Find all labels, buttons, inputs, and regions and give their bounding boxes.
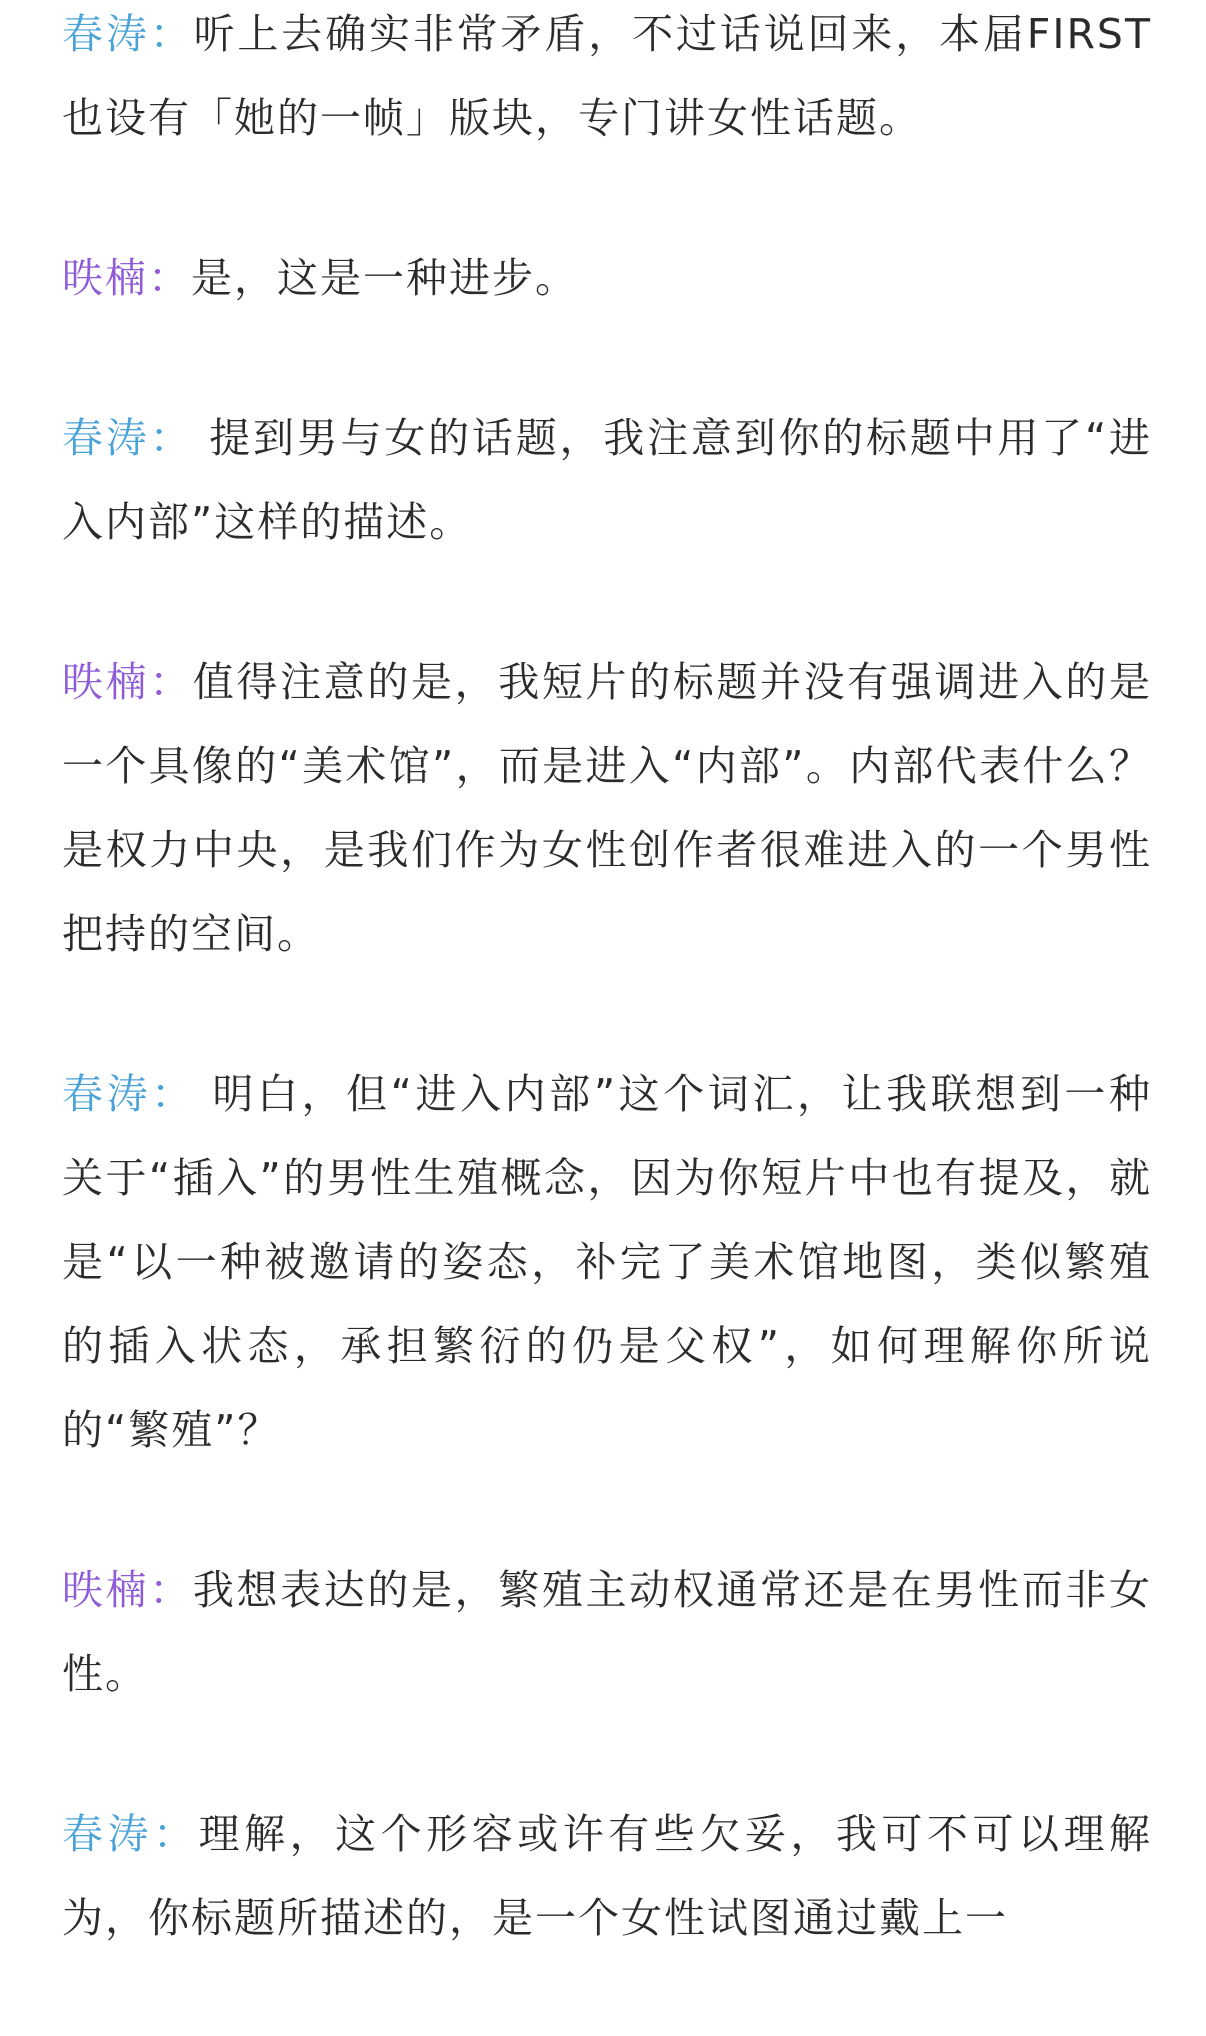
speaker-name: 春涛： — [62, 1070, 196, 1118]
dialogue-paragraph — [62, 1052, 1152, 1472]
dialogue-text: 提到男与女的话题，我注意到你的标题中用了“进入内部”这样的描述。 — [62, 414, 1152, 546]
dialogue-paragraph — [62, 1792, 1152, 1960]
dialogue-text: 明白，但“进入内部”这个词汇，让我联想到一种关于“插入”的男性生殖概念，因为你短片中也有提及，就是“以一种被邀请的姿态，补完了美术馆地图，类似繁殖的插入状态，承担繁衍的仍是父权”，如何理解你所说的“繁殖”？ — [62, 1070, 1153, 1454]
interview-article — [62, 0, 1152, 2036]
dialogue-paragraph — [62, 0, 1152, 160]
speaker-name: 春涛： — [62, 1810, 199, 1858]
dialogue-text: 我想表达的是，繁殖主动权通常还是在男性而非女性。 — [62, 1566, 1152, 1698]
dialogue-text: 理解，这个形容或许有些欠妥，我可不可以理解为，你标题所描述的，是一个女性试图通过戴上一 — [62, 1810, 1153, 1942]
speaker-name: 春涛： — [62, 414, 194, 462]
dialogue-text: 值得注意的是，我短片的标题并没有强调进入的是一个具像的“美术馆”，而是进入“内部”。内部代表什么？是权力中央，是我们作为女性创作者很难进入的一个男性把持的空间。 — [62, 658, 1152, 958]
dialogue-text: 听上去确实非常矛盾，不过话说回来，本届FIRST也设有「她的一帧」版块，专门讲女性话题。 — [62, 10, 1152, 142]
speaker-name: 春涛： — [62, 10, 194, 58]
speaker-name: 昳楠： — [62, 1566, 193, 1614]
speaker-name: 昳楠： — [62, 658, 193, 706]
dialogue-text: 是，这是一种进步。 — [191, 254, 578, 302]
dialogue-paragraph — [62, 640, 1152, 976]
speaker-name: 昳楠： — [62, 254, 191, 302]
dialogue-paragraph — [62, 396, 1152, 564]
dialogue-paragraph — [62, 236, 1152, 320]
dialogue-paragraph — [62, 1548, 1152, 1716]
